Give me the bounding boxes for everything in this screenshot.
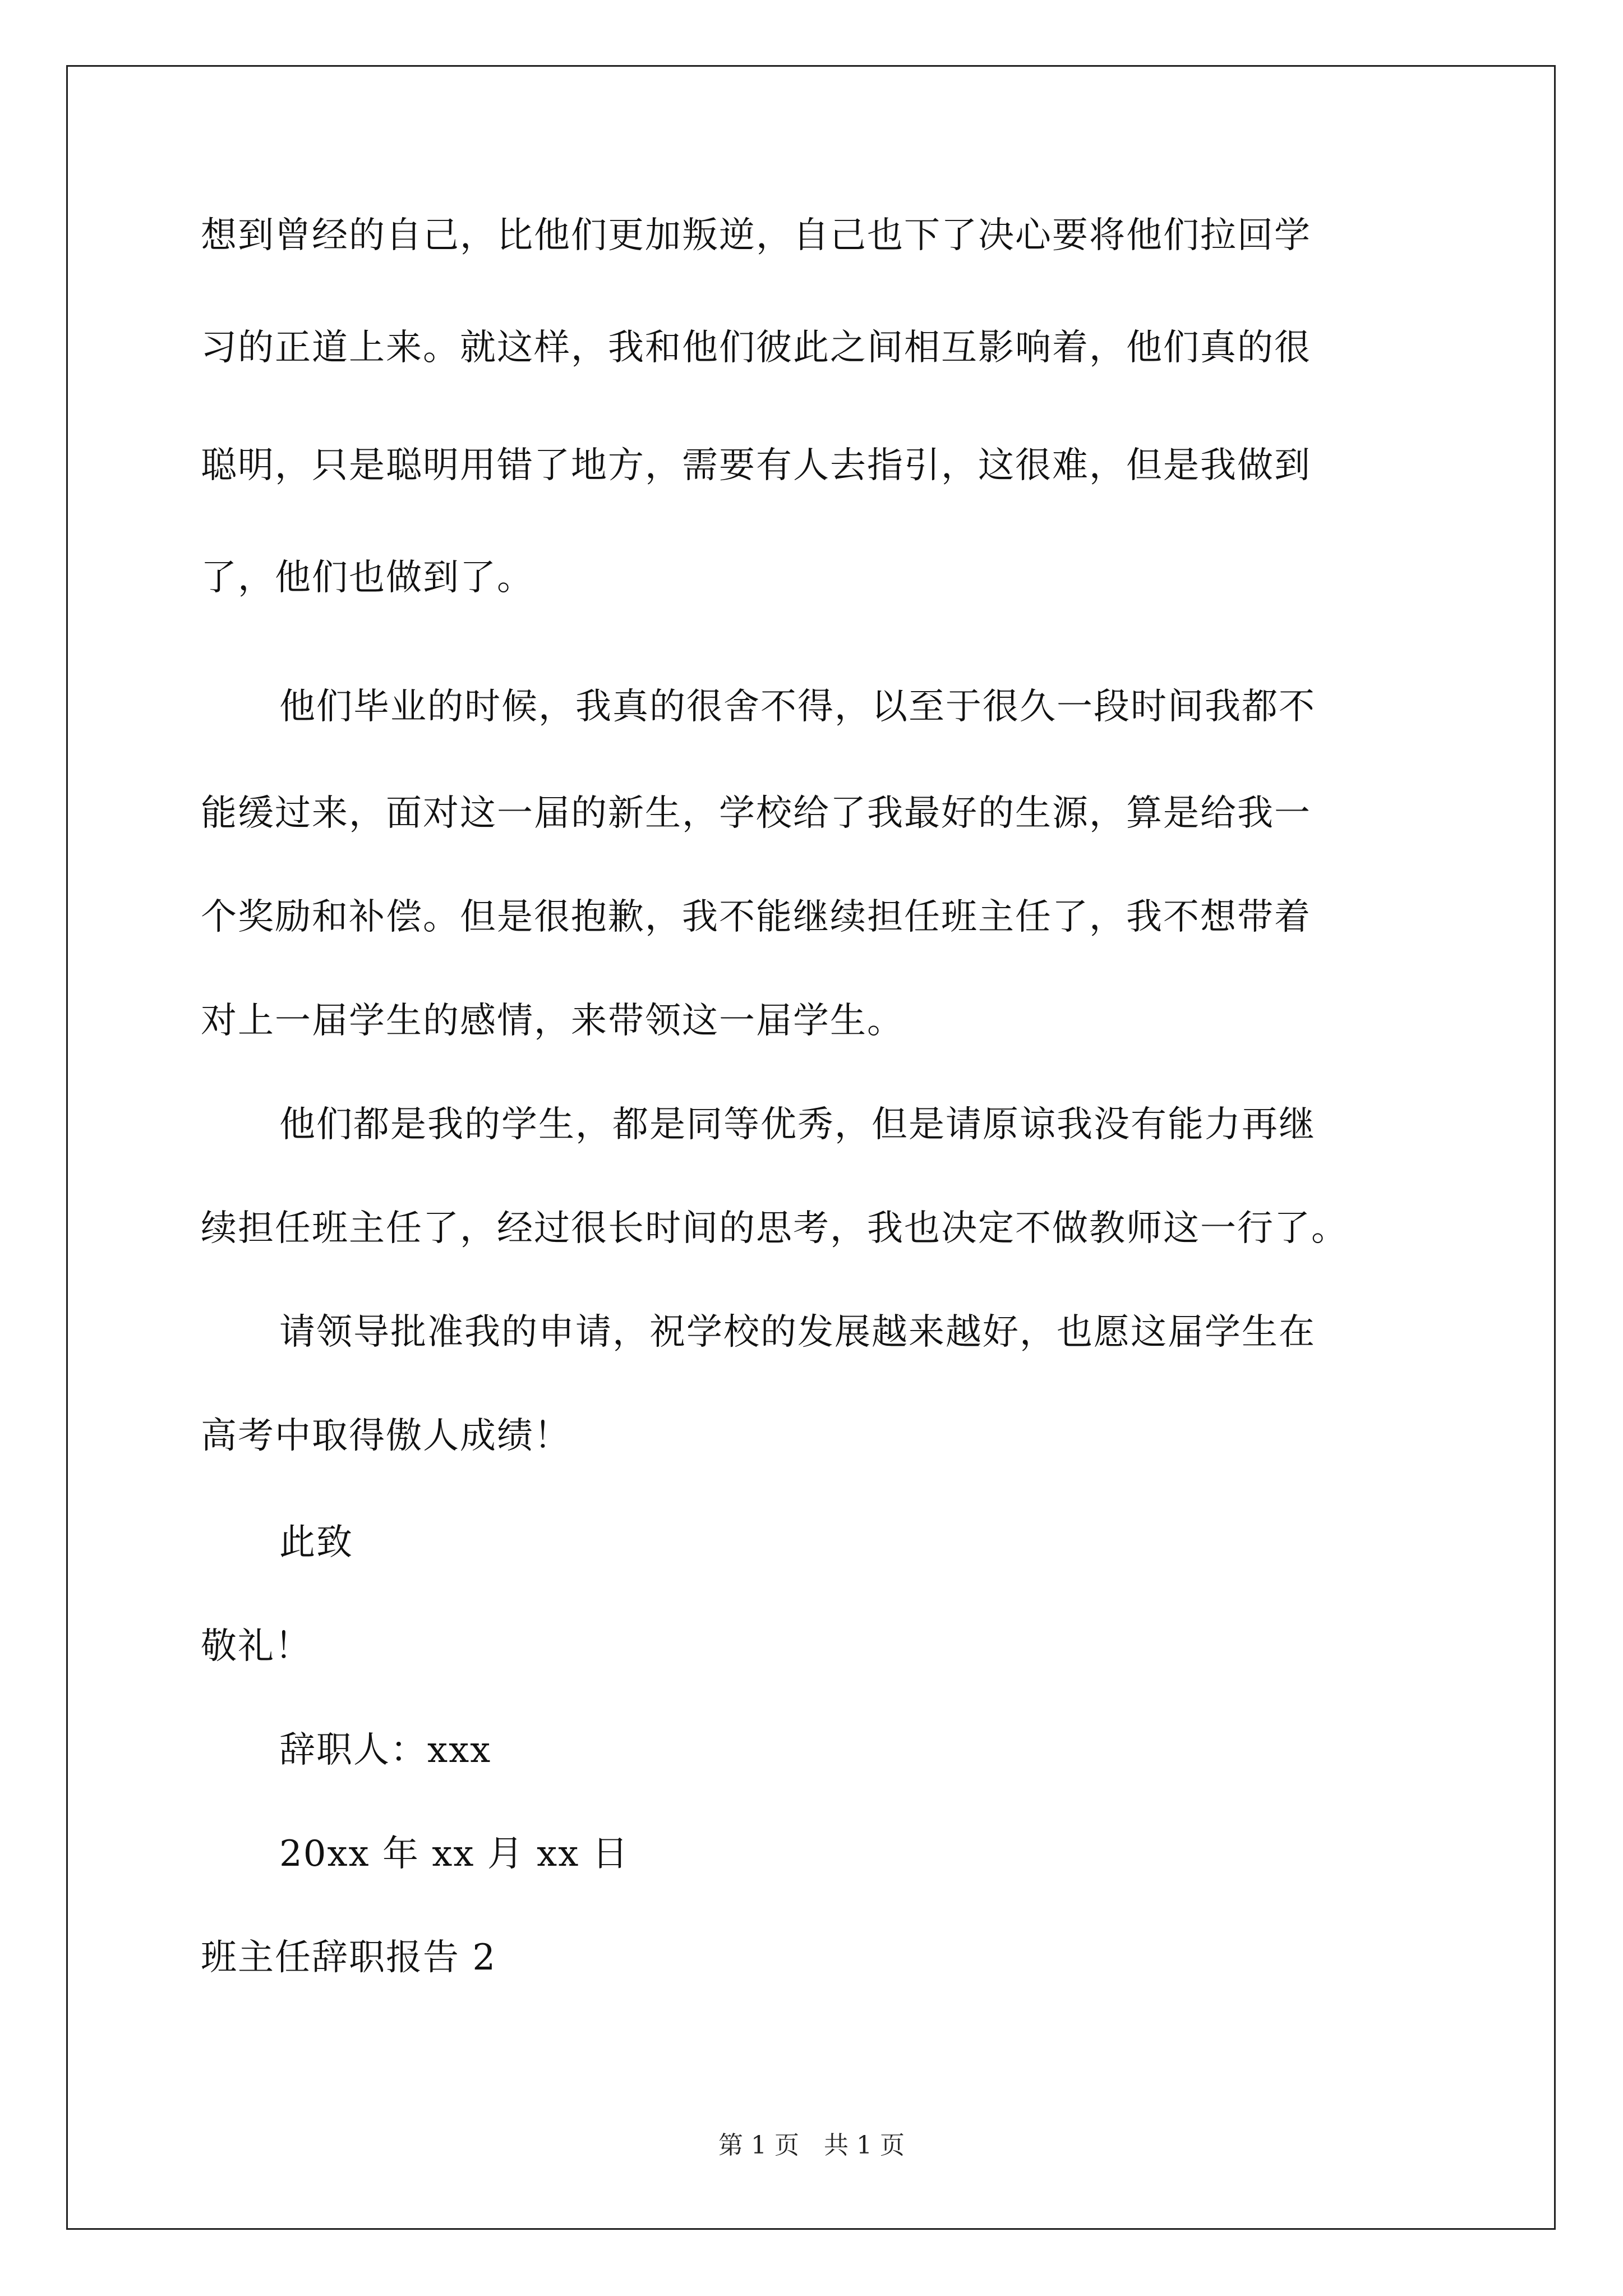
- paragraph-line: 聪明，只是聪明用错了地方，需要有人去指引，这很难，但是我做到: [201, 445, 1311, 486]
- paragraph-line: 续担任班主任了，经过很长时间的思考，我也决定不做教师这一行了。: [201, 1208, 1348, 1249]
- paragraph-line: 了，他们也做到了。: [201, 557, 534, 599]
- section-heading: 班主任辞职报告 2: [201, 1937, 497, 1978]
- paragraph-line: 习的正道上来。就这样，我和他们彼此之间相互影响着，他们真的很: [201, 327, 1311, 369]
- paragraph-line: 高考中取得傲人成绩！: [201, 1415, 571, 1457]
- date-line: 20xx 年 xx 月 xx 日: [279, 1833, 629, 1875]
- paragraph-line: 请领导批准我的申请，祝学校的发展越来越好，也愿这届学生在: [279, 1312, 1316, 1353]
- paragraph-line: 对上一届学生的感情，来带领这一届学生。: [201, 1000, 904, 1042]
- closing-salutation: 此致: [279, 1522, 353, 1563]
- paragraph-line: 想到曾经的自己，比他们更加叛逆，自己也下了决心要将他们拉回学: [201, 215, 1311, 256]
- paragraph-line: 他们都是我的学生，都是同等优秀，但是请原谅我没有能力再继: [279, 1104, 1316, 1145]
- paragraph-line: 个奖励和补偿。但是很抱歉，我不能继续担任班主任了，我不想带着: [201, 896, 1311, 938]
- paragraph-line: 他们毕业的时候，我真的很舍不得，以至于很久一段时间我都不: [279, 686, 1316, 728]
- page-border: [66, 65, 1556, 2230]
- paragraph-line: 能缓过来，面对这一届的新生，学校给了我最好的生源，算是给我一: [201, 793, 1311, 834]
- signature-line: 辞职人：xxx: [279, 1729, 492, 1771]
- closing-respect: 敬礼！: [201, 1626, 312, 1667]
- page-number-footer: 第 1 页 共 1 页: [718, 2131, 905, 2160]
